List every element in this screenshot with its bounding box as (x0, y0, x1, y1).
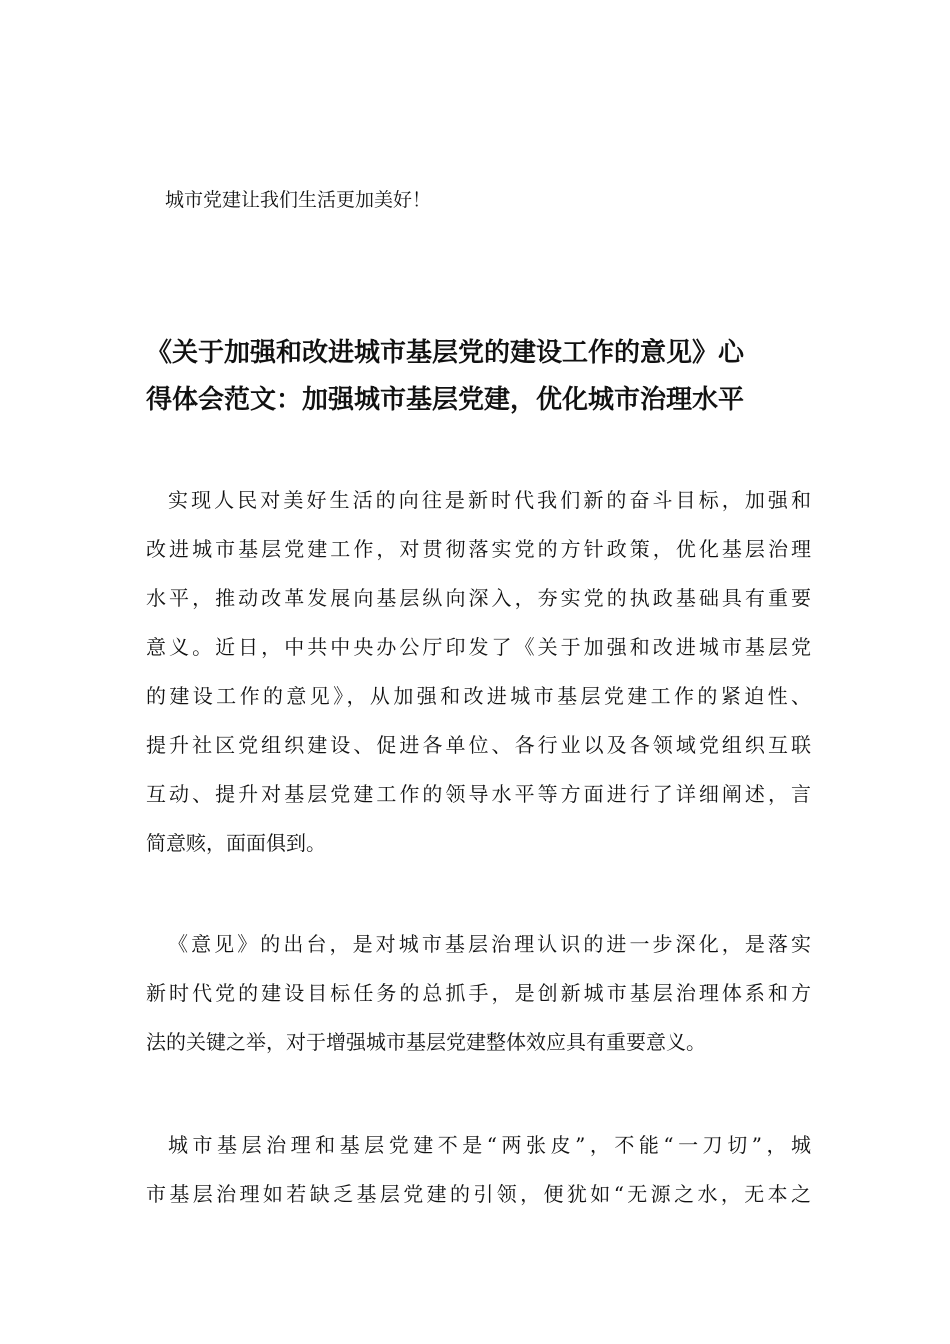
body-paragraph (146, 1121, 811, 1219)
intro-line: 城市党建让我们生活更加美好！ (165, 189, 432, 211)
paragraph-line: 互动、提升对基层党建工作的领导水平等方面进行了详细阐述，言 (146, 782, 811, 806)
title-line: 《关于加强和改进城市基层党的建设工作的意见》心 (146, 338, 745, 368)
paragraph-line: 意义。近日，中共中央办公厅印发了《关于加强和改进城市基层党 (146, 635, 811, 659)
title-line: 得体会范文：加强城市基层党建，优化城市治理水平 (146, 385, 745, 415)
paragraph-line: 市基层治理如若缺乏基层党建的引领，便犹如“无源之水，无本之 (146, 1182, 811, 1206)
paragraph-line: 的建设工作的意见》，从加强和改进城市基层党建工作的紧迫性、 (146, 684, 811, 708)
paragraph-line: 简意赅，面面俱到。 (146, 831, 326, 855)
paragraph-line: 水平，推动改革发展向基层纵向深入，夯实党的执政基础具有重要 (146, 586, 811, 610)
paragraph-line: 实现人民对美好生活的向往是新时代我们新的奋斗目标，加强和 (168, 488, 811, 512)
body-paragraph (146, 920, 811, 1067)
body-paragraph (146, 476, 811, 868)
paragraph-line: 《意见》的出台，是对城市基层治理认识的进一步深化，是落实 (168, 932, 811, 956)
paragraph-line: 新时代党的建设目标任务的总抓手，是创新城市基层治理体系和方 (146, 981, 811, 1005)
paragraph-line: 改进城市基层党建工作，对贯彻落实党的方针政策，优化基层治理 (146, 537, 811, 561)
paragraph-line: 城市基层治理和基层党建不是“两张皮”，不能“一刀切”，城 (168, 1133, 811, 1157)
paragraph-line: 法的关键之举，对于增强城市基层党建整体效应具有重要意义。 (146, 1030, 706, 1054)
article-title (146, 330, 811, 424)
paragraph-line: 提升社区党组织建设、促进各单位、各行业以及各领域党组织互联 (146, 733, 811, 757)
